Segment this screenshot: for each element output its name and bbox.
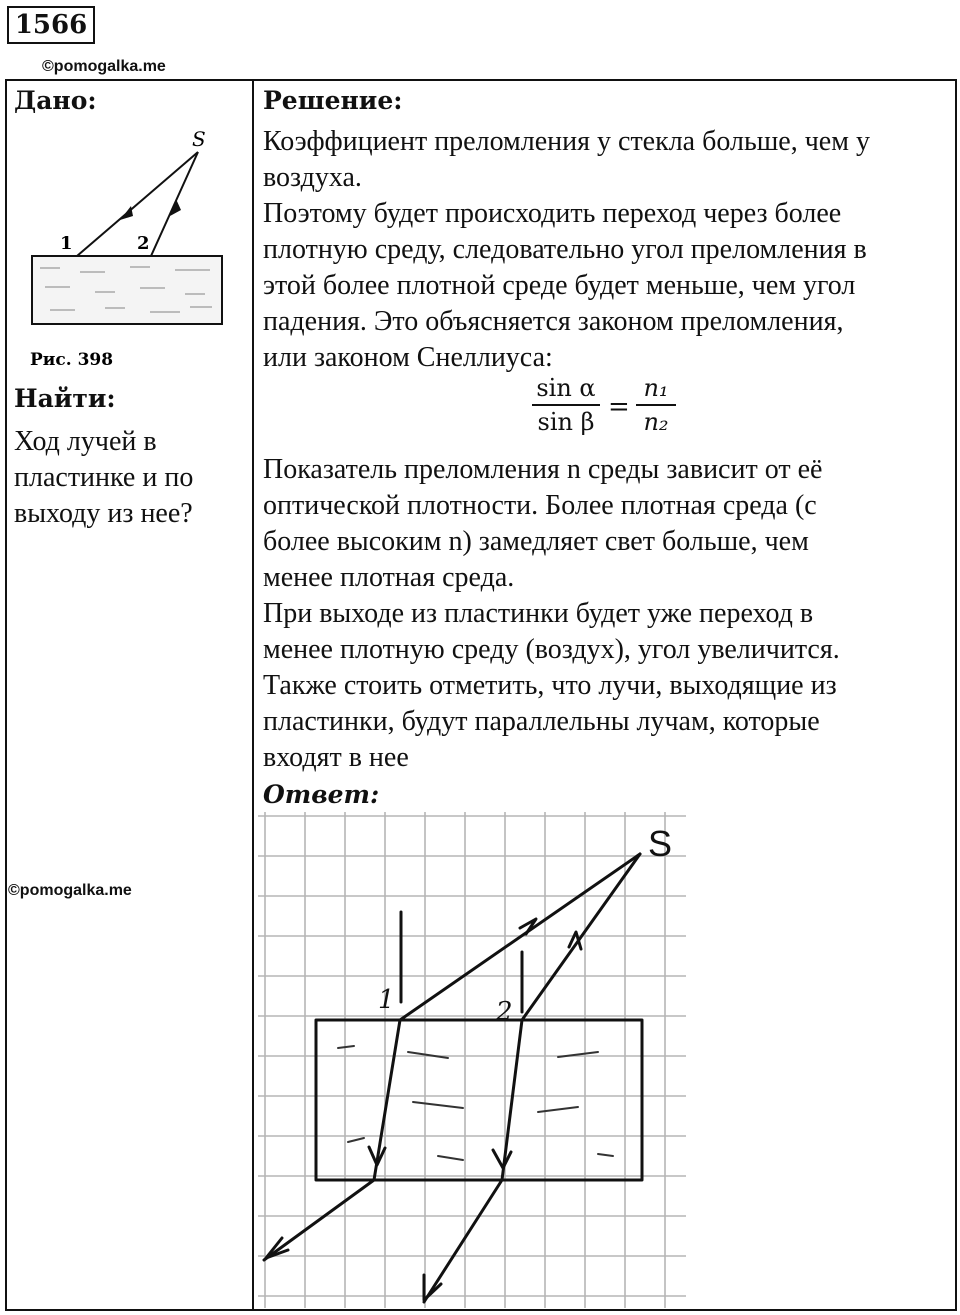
figure-label-s: S — [192, 127, 206, 151]
solution-text-part1 — [263, 124, 870, 376]
solution-line: Показатель преломления n среды зависит от её — [263, 454, 823, 485]
find-line: пластинке и по — [14, 462, 194, 493]
figure-label-1: 1 — [60, 233, 73, 254]
solution-line: Также стоить отметить, что лучи, выходящие из — [263, 670, 837, 701]
ray-1-refracted — [374, 1020, 400, 1180]
ray-2-emergent — [424, 1180, 502, 1302]
answer-heading: Ответ: — [263, 780, 380, 809]
formula-numerator-left: sin α — [532, 374, 600, 406]
glass-plate — [316, 1020, 642, 1180]
solution-line: более высоким n) замедляет свет больше, чем — [263, 526, 809, 557]
given-heading: Дано: — [14, 86, 97, 115]
solution-line: плотную среду, следовательно угол преломления в — [263, 234, 867, 265]
watermark-middle: ©pomogalka.me — [8, 882, 132, 899]
solution-line: При выходе из пластинки будет уже переход в — [263, 598, 814, 629]
solution-line: этой более плотной среде будет меньше, чем угол — [263, 270, 856, 301]
fraction-n — [636, 374, 676, 436]
ray-1-emergent — [264, 1180, 374, 1260]
solution-line: падения. Это объясняется законом преломления, — [263, 306, 844, 337]
solution-heading: Решение: — [263, 86, 403, 115]
solution-line: менее плотная среда. — [263, 562, 515, 593]
graph-paper-grid — [258, 812, 686, 1308]
figure-caption: Рис. 398 — [30, 350, 114, 370]
answer-label-1: 1 — [378, 985, 395, 1015]
find-line: выходу из нее? — [14, 498, 193, 529]
solution-line: менее плотную среду (воздух), угол увеличится. — [263, 634, 840, 665]
figure-label-2: 2 — [137, 233, 150, 254]
snell-formula — [530, 372, 680, 450]
solution-line: Поэтому будет происходить переход через более — [263, 198, 842, 229]
solution-line: входят в нее — [263, 742, 409, 773]
formula-denominator-left: sin β — [537, 408, 595, 436]
find-heading: Найти: — [14, 384, 116, 413]
solution-line: или законом Снеллиуса: — [263, 342, 553, 373]
solution-text-part2 — [263, 452, 840, 776]
solution-line: воздуха. — [263, 162, 362, 193]
formula-numerator-right: n₁ — [636, 374, 676, 406]
formula-denominator-right: n₂ — [643, 408, 669, 436]
answer-label-s: S — [648, 823, 673, 864]
column-divider — [252, 79, 254, 1311]
ray-1-incident — [400, 854, 640, 1020]
formula-equals: = — [608, 392, 630, 422]
find-text — [14, 424, 193, 532]
given-figure — [20, 122, 245, 372]
ray-2-incident — [522, 854, 640, 1020]
solution-line: Коэффициент преломления у стекла больше, чем у — [263, 126, 870, 157]
watermark-top: ©pomogalka.me — [42, 58, 166, 75]
problem-number: 1566 — [7, 6, 95, 44]
answer-label-2: 2 — [496, 997, 513, 1027]
fraction-sin — [532, 374, 600, 436]
find-line: Ход лучей в — [14, 426, 157, 457]
answer-drawing — [258, 812, 686, 1308]
solution-line: оптической плотности. Более плотная среда (с — [263, 490, 817, 521]
solution-line: пластинки, будут параллельны лучам, которые — [263, 706, 820, 737]
